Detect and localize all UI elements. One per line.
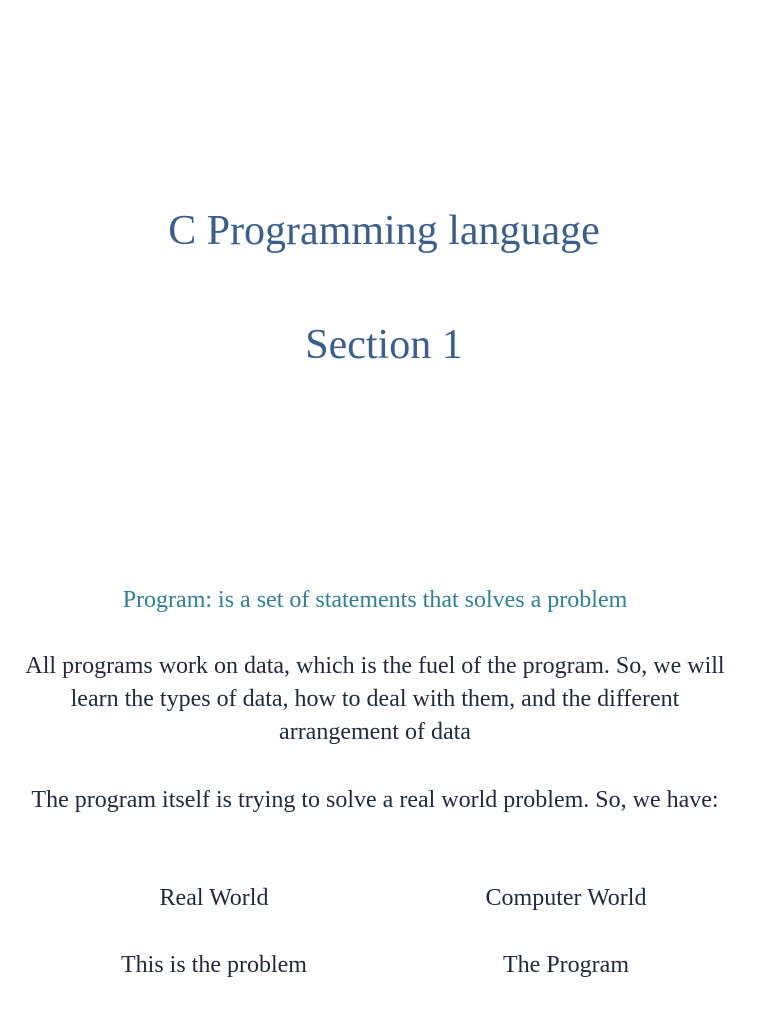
program-definition: Program: is a set of statements that solves a problem [122, 587, 628, 613]
paragraph-data-intro: All programs work on data, which is the fuel of the program. So, we will learn the types of data, how to deal with them, and the different arrangement of data [25, 653, 725, 745]
comparison-cell-program: The Program [503, 952, 629, 978]
document-title: C Programming language [168, 208, 600, 254]
comparison-header-computer-world: Computer World [485, 885, 647, 911]
paragraph-problem-intro: The program itself is trying to solve a real world problem. So, we have: [31, 787, 719, 813]
comparison-cell-problem: This is the problem [121, 952, 307, 978]
cut-off-text-line [20, 1014, 730, 1024]
section-heading: Section 1 [305, 322, 463, 368]
comparison-header-real-world: Real World [159, 885, 269, 911]
